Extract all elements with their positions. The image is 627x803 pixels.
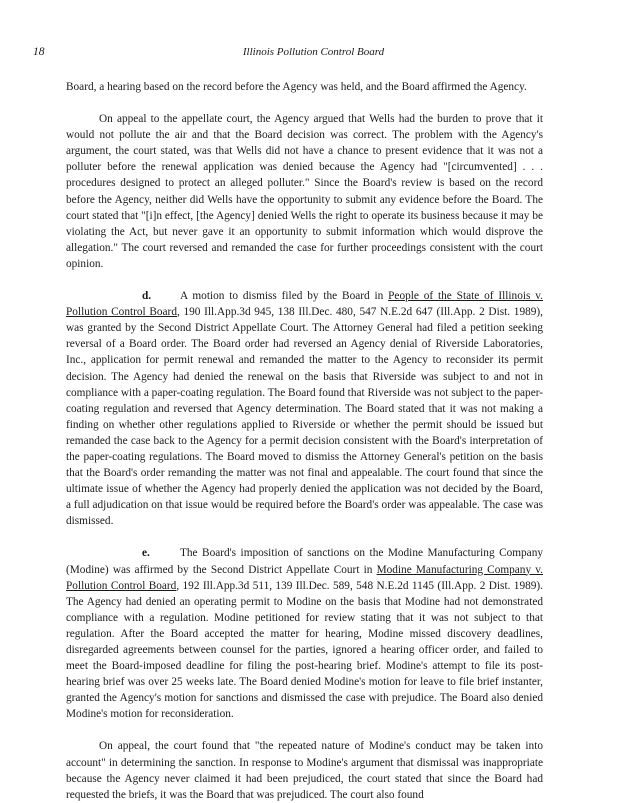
item-d-text-pre: A motion to dismiss filed by the Board in xyxy=(180,290,389,303)
paragraph-appeal-modine: On appeal, the court found that "the repeated nature of Modine's conduct may be taken into account" in determining the sanction. In response to Modine's argument that dismissal was inappropriate because the Agency never claimed it had been prejudiced, the court stated that since the Board had requested the briefs, it was the Board that was prejudiced. The court also found xyxy=(66,740,543,801)
case-name-riverside: People of the State of Illinois v. Pollution Control Board xyxy=(66,290,543,319)
item-letter-d: d. xyxy=(142,290,152,303)
paragraph-item-e xyxy=(66,545,543,722)
running-header: Illinois Pollution Control Board xyxy=(242,46,385,58)
item-e-text-post: , 192 Ill.App.3d 511, 139 Ill.Dec. 589, 548 N.E.2d 1145 (Ill.App. 2 Dist. 1989). The Agency had denied an operating permit to Modine on the basis that Modine had not demonstrated compliance with a regulation. Modine petitioned for review stating that it was not subject to that regulation. After the Board accepted the matter for hearing, Modine missed discovery deadlines, disregarded agreements between counsel for the parties, ignored a hearing officer order, and failed to meet the Board-imposed deadline for filing the post-hearing brief. Modine's attempt to file its post-hearing brief was over 25 weeks late. The Board denied Modine's motion for leave to file brief instanter, granted the Agency's motion for sanctions and dismissed the case with prejudice. The Board also denied Modine's motion for reconsideration. xyxy=(66,579,543,721)
paragraph-item-d xyxy=(66,288,543,529)
item-d-text-post: , 190 Ill.App.3d 945, 138 Ill.Dec. 480, 547 N.E.2d 647 (Ill.App. 2 Dist. 1989), was granted by the Second District Appellate Court. The Attorney General had filed a petition seeking reversal of a Board order. The Board order had reversed an Agency denial of Riverside Laboratories, Inc., application for permit renewal and remanded the matter to the Agency to reconsider its permit decision. The Agency had denied the renewal on the basis that Riverside was subject to and not in compliance with a paper-coating regulation. The Board found that Riverside was not subject to the paper-coating regulation and reversed that Agency determination. The Board stated that it was not making a finding on whether other regulations applied to Riverside or whether the permit should be issued but remanded the case back to the Agency for a permit decision consistent with the Board's interpretation of the paper-coating regulations. The Board moved to dismiss the Attorney General's petition on the basis that the Board's order remanding the matter was not final and appealable. The court found that since the ultimate issue of whether the Agency had properly denied the application was not decided by the Board, a full adjudication on that issue would be required before the Board's order was appealable. The case was dismissed. xyxy=(66,306,543,528)
item-e-text-pre: The Board's imposition of sanctions on the Modine Manufacturing Company (Modine) was affirmed by the Second District Appellate Court in xyxy=(66,547,543,576)
case-name-modine: Modine Manufacturing Company v. Pollution Control Board xyxy=(66,563,543,592)
item-letter-e: e. xyxy=(142,547,150,560)
paragraph-continued: Board, a hearing based on the record before the Agency was held, and the Board affirmed the Agency. xyxy=(66,81,527,93)
paragraph-appeal-wells: On appeal to the appellate court, the Agency argued that Wells had the burden to prove that it would not pollute the air and that the Board decision was correct. The problem with the Agency's argument, the court stated, was that Wells did not have a chance to present evidence that it was not a polluter before the renewal application was denied because the Agency had "[circumvented] . . . procedures designed to protect an alleged polluter." Since the Board's review is based on the record before the Agency, neither did Wells have the opportunity to submit any evidence before the Board. The court stated that "[i]n effect, [the Agency] denied Wells the right to operate its business because it may be violating the Act, but never gave it an opportunity to submit information which would disprove the allegation." The court reversed and remanded the case for further proceedings consistent with the court opinion. xyxy=(66,113,543,270)
document-body xyxy=(66,79,543,803)
page-number: 18 xyxy=(33,46,45,58)
